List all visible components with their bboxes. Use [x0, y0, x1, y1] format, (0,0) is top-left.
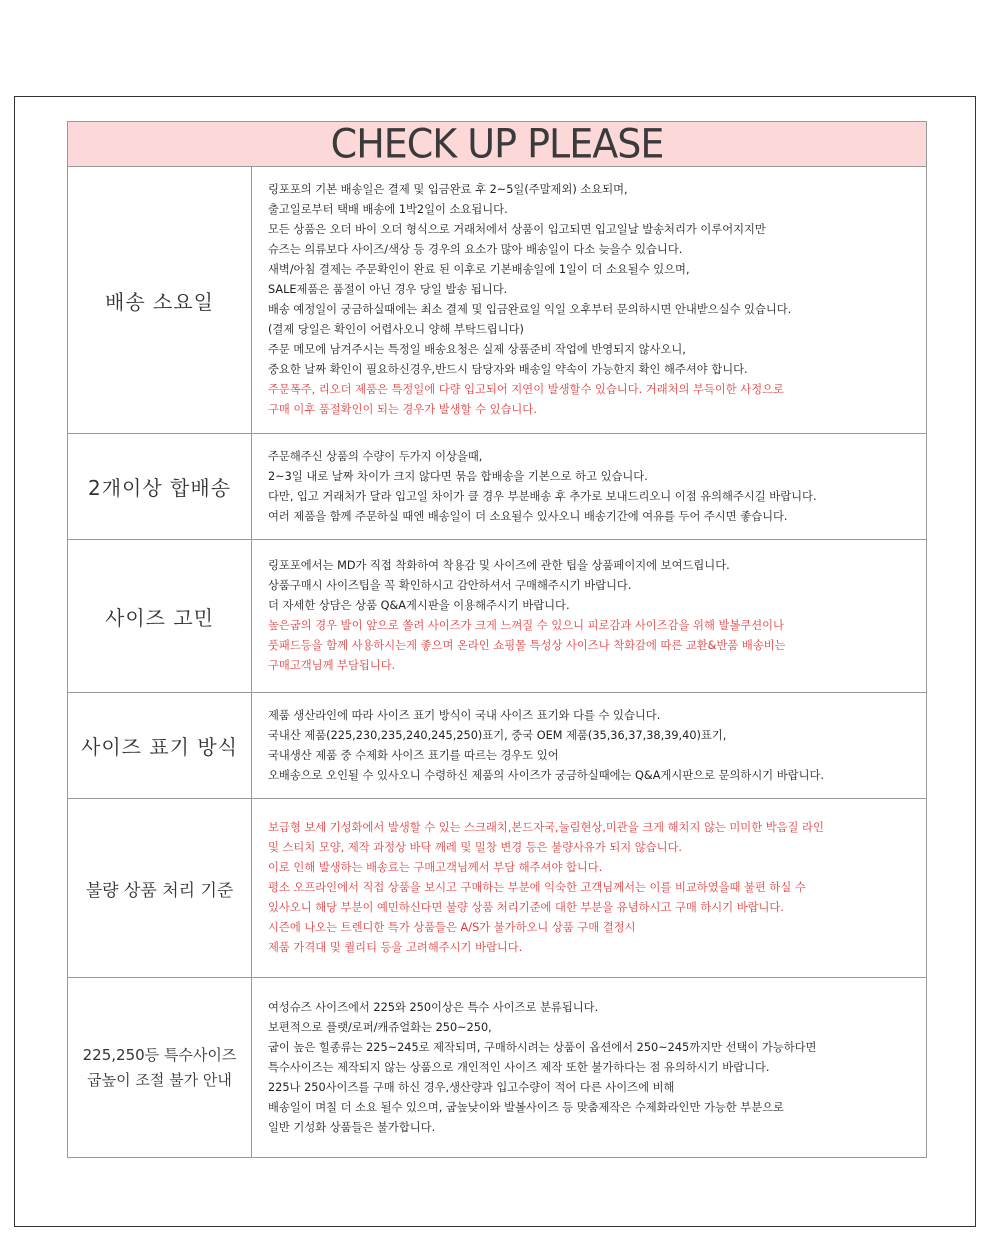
- content-line: 높은굽의 경우 발이 앞으로 쏠려 사이즈가 크게 느껴질 수 있으니 피로감과 사이즈감을 위해 발볼쿠션이나: [268, 619, 784, 632]
- content-line: 제품 가격대 및 퀄리티 등을 고려해주시기 바랍니다.: [268, 941, 523, 954]
- content-line: 있사오니 해당 부분이 예민하신다면 불량 상품 처리기준에 대한 부분을 유념하시고 구매 하시기 바랍니다.: [268, 901, 784, 914]
- section-label: [68, 799, 252, 977]
- content-line: 링포포에서는 MD가 직접 착화하여 착용감 및 사이즈에 관한 팁을 상품페이지에 보여드립니다.: [268, 559, 730, 572]
- section-label-text: 사이즈 고민: [105, 605, 214, 630]
- content-line: 더 자세한 상담은 상품 Q&A게시판을 이용해주시기 바랍니다.: [268, 599, 570, 612]
- section-label-text: 불량 상품 처리 기준: [85, 880, 234, 901]
- content-line: 및 스티치 모양, 제작 과정상 바닥 깨레 및 밀창 변경 등은 불량사유가 되지 않습니다.: [268, 841, 682, 854]
- section-special-size: [68, 978, 926, 1157]
- section-label: [68, 978, 252, 1157]
- section-label: [68, 434, 252, 539]
- content-line: 이로 인해 발생하는 배송료는 구매고객님께서 부담 해주셔야 합니다.: [268, 861, 603, 874]
- title-row: [68, 122, 926, 167]
- content-line: 225나 250사이즈를 구매 하신 경우,생산량과 입고수량이 적어 다른 사이즈에 비해: [268, 1080, 675, 1094]
- content-line: 보급형 보세 기성화에서 발생할 수 있는 스크래치,본드자국,눌림현상,미관을 크게 해치지 않는 미미한 박음질 라인: [268, 821, 824, 834]
- content-line: (결제 당일은 확인이 어렵사오니 양해 부탁드립니다): [268, 323, 524, 336]
- content-line: 평소 오프라인에서 직접 상품을 보시고 구매하는 부분에 익숙한 고객님께서는 이를 비교하였을때 불편 하실 수: [268, 881, 806, 894]
- content-line: 시즌에 나오는 트렌디한 특가 상품들은 A/S가 불가하오니 상품 구매 결정시: [268, 921, 636, 934]
- content-line: 모든 상품은 오더 바이 오더 형식으로 거래처에서 상품이 입고되면 입고일날 발송처리가 이루어지지만: [268, 223, 766, 236]
- content-line: 특수사이즈는 제작되지 않는 상품으로 개인적인 사이즈 제작 또한 불가하다는 점 유의하시기 바랍니다.: [268, 1060, 770, 1074]
- section-content: [252, 434, 926, 539]
- content-line: 출고일로부터 택배 배송에 1박2일이 소요됩니다.: [268, 203, 508, 216]
- content-line: 보편적으로 플랫/로퍼/캐쥬얼화는 250~250,: [268, 1020, 492, 1034]
- content-line: 상품구매시 사이즈팁을 꼭 확인하시고 감안하셔서 구매해주시기 바랍니다.: [268, 579, 632, 592]
- section-content: [252, 167, 926, 433]
- content-line: 국내생산 제품 중 수제화 사이즈 표기를 따르는 경우도 있어: [268, 748, 559, 762]
- section-label: [68, 540, 252, 692]
- content-line: 주문 메모에 남겨주시는 특정일 배송요청은 실제 상품준비 작업에 반영되지 않사오니,: [268, 343, 686, 356]
- content-line: 배송 예정일이 궁금하실때에는 최소 결제 및 입금완료일 익일 오후부터 문의하시면 안내받으실수 있습니다.: [268, 303, 792, 316]
- section-content: [252, 799, 926, 977]
- content-line: 배송일이 며칠 더 소요 될수 있으며, 굽높낮이와 발볼사이즈 등 맞춤제작은 수제화라인만 가능한 부분으로: [268, 1100, 784, 1114]
- content-line: 중요한 날짜 확인이 필요하신경우,반드시 담당자와 배송일 약속이 가능한지 확인 해주셔야 합니다.: [268, 363, 748, 376]
- content-line: 풋패드등을 함께 사용하시는게 좋으며 온라인 쇼핑몰 특성상 사이즈나 착화감에 따른 교환&반품 배송비는: [268, 639, 786, 652]
- content-line: 링포포의 기본 배송일은 결제 및 입금완료 후 2~5일(주말제외) 소요되며,: [268, 183, 628, 196]
- section-combined-shipping: [68, 434, 926, 540]
- content-line: 다만, 입고 거래처가 달라 입고일 차이가 클 경우 부분배송 후 추가로 보내드리오니 이점 유의해주시길 바랍니다.: [268, 489, 817, 503]
- content-line: 일반 기성화 상품들은 불가합니다.: [268, 1120, 436, 1134]
- content-line: 오배송으로 오인될 수 있사오니 수령하신 제품의 사이즈가 궁금하실때에는 Q&A게시판으로 문의하시기 바랍니다.: [268, 768, 825, 782]
- section-label-text: 굽높이 조절 불가 안내: [87, 1070, 232, 1089]
- section-label: [68, 167, 252, 433]
- section-label-text: 225,250등 특수사이즈: [82, 1045, 237, 1064]
- section-defect-criteria: [68, 799, 926, 978]
- content-line: 여성슈즈 사이즈에서 225와 250이상은 특수 사이즈로 분류됩니다.: [268, 1000, 599, 1014]
- section-label-text: 2개이상 합배송: [87, 476, 231, 500]
- section-size-notation: [68, 693, 926, 799]
- content-line: SALE제품은 품절이 아닌 경우 당일 발송 됩니다.: [268, 283, 508, 296]
- content-line: 구매 이후 품절확인이 되는 경우가 발생할 수 있습니다.: [268, 403, 537, 416]
- content-line: 제품 생산라인에 따라 사이즈 표기 방식이 국내 사이즈 표기와 다를 수 있습니다.: [268, 708, 661, 722]
- section-content: [252, 540, 926, 692]
- content-line: 슈즈는 의류보다 사이즈/색상 등 경우의 요소가 많아 배송일이 다소 늦을수 있습니다.: [268, 243, 683, 256]
- content-line: 구매고객님께 부담됩니다.: [268, 659, 396, 672]
- section-content: [252, 978, 926, 1157]
- section-label: [68, 693, 252, 798]
- content-line: 국내산 제품(225,230,235,240,245,250)표기, 중국 OEM 제품(35,36,37,38,39,40)표기,: [268, 728, 727, 742]
- section-label-text: 배송 소요일: [105, 289, 214, 314]
- page-title: CHECK UP PLEASE: [330, 120, 664, 168]
- content-line: 여러 제품을 함께 주문하실 때엔 배송일이 더 소요될수 있사오니 배송기간에 여유를 두어 주시면 좋습니다.: [268, 509, 788, 523]
- content-line: 굽이 높은 힐종류는 225~245로 제작되며, 구매하시려는 상품이 옵션에서 250~245까지만 선택이 가능하다면: [268, 1040, 817, 1054]
- section-delivery-time: [68, 167, 926, 434]
- content-line: 주문해주신 상품의 수량이 두가지 이상을때,: [268, 449, 483, 463]
- section-size-advice: [68, 540, 926, 693]
- content-line: 2~3일 내로 날짜 차이가 크지 않다면 묶음 합배송을 기본으로 하고 있습니다.: [268, 469, 648, 483]
- section-content: [252, 693, 926, 798]
- section-label-text: 사이즈 표기 방식: [81, 735, 238, 759]
- content-line: 새벽/아침 결제는 주문확인이 완료 된 이후로 기본배송일에 1일이 더 소요될수 있으며,: [268, 263, 690, 276]
- notice-table: [67, 121, 927, 1158]
- content-line: 주문폭주, 리오더 제품은 특정일에 다량 입고되어 지연이 발생할수 있습니다. 거래처의 부득이한 사정으로: [268, 383, 784, 396]
